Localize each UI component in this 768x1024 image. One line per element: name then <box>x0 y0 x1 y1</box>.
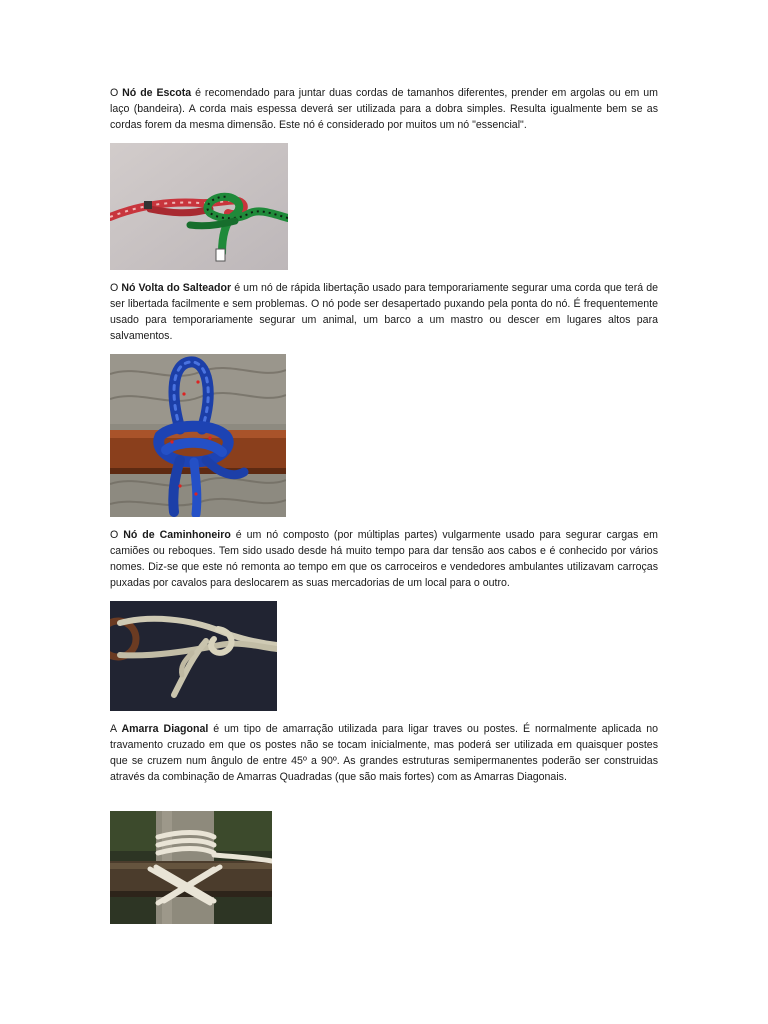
diagonal-lashing-photo <box>110 811 272 924</box>
paragraph-no-de-caminhoneiro: O Nó de Caminhoneiro é um nó composto (por múltiplas partes) vulgarmente usado para segurar cargas em camiões ou reboques. Tem sido usado desde há muito tempo para dar tensão aos cabos e é conhecido por vários nomes. Diz-se que este nó remonta ao tempo em que os carroceiros e vendedores ambulantes utilizavam carroças puxadas por cavalos para deslocarem as suas mercadorias de um local para o outro. <box>110 529 658 589</box>
truckers-hitch-photo <box>110 601 277 711</box>
term-no-de-escota: Nó de Escota <box>122 87 192 99</box>
sheet-bend-knot-photo <box>110 143 288 270</box>
paragraph-no-volta-do-salteador: O Nó Volta do Salteador é um nó de rápida libertação usado para temporariamente segurar uma corda que terá de ser libertada facilmente e sem problemas. O nó pode ser desapertado puxando pela ponta do nó. É frequentemente usado para temporariamente segurar um animal, um barco a um mastro ou descer em lugares altos para salvamentos. <box>110 282 658 342</box>
term-no-volta-do-salteador: Nó Volta do Salteador <box>121 282 232 294</box>
paragraph-no-de-escota: O Nó de Escota é recomendado para juntar duas cordas de tamanhos diferentes, prender em argolas ou em um laço (bandeira). A corda mais espessa deverá ser utilizada para a dobra simples. Resulta igualmente bem se as cordas forem da mesma dimensão. Este nó é considerado por muitos um nó "essencial". <box>110 87 658 131</box>
term-amarra-diagonal: Amarra Diagonal <box>121 723 209 735</box>
term-no-de-caminhoneiro: Nó de Caminhoneiro <box>123 529 231 541</box>
paragraph-amarra-diagonal: A Amarra Diagonal é um tipo de amarração utilizada para ligar traves ou postes. É normalmente aplicada no travamento cruzado em que os postes não se tocam inicialmente, mas poderá ser utilizada em quaisquer postes que se cruzem num ângulo de entre 45º a 90º. As grandes estruturas semipermanentes poderão ser construidas através da combinação de Amarras Quadradas (que são mais fortes) com as Amarras Diagonais. <box>110 723 658 783</box>
highwayman-hitch-photo <box>110 354 286 517</box>
